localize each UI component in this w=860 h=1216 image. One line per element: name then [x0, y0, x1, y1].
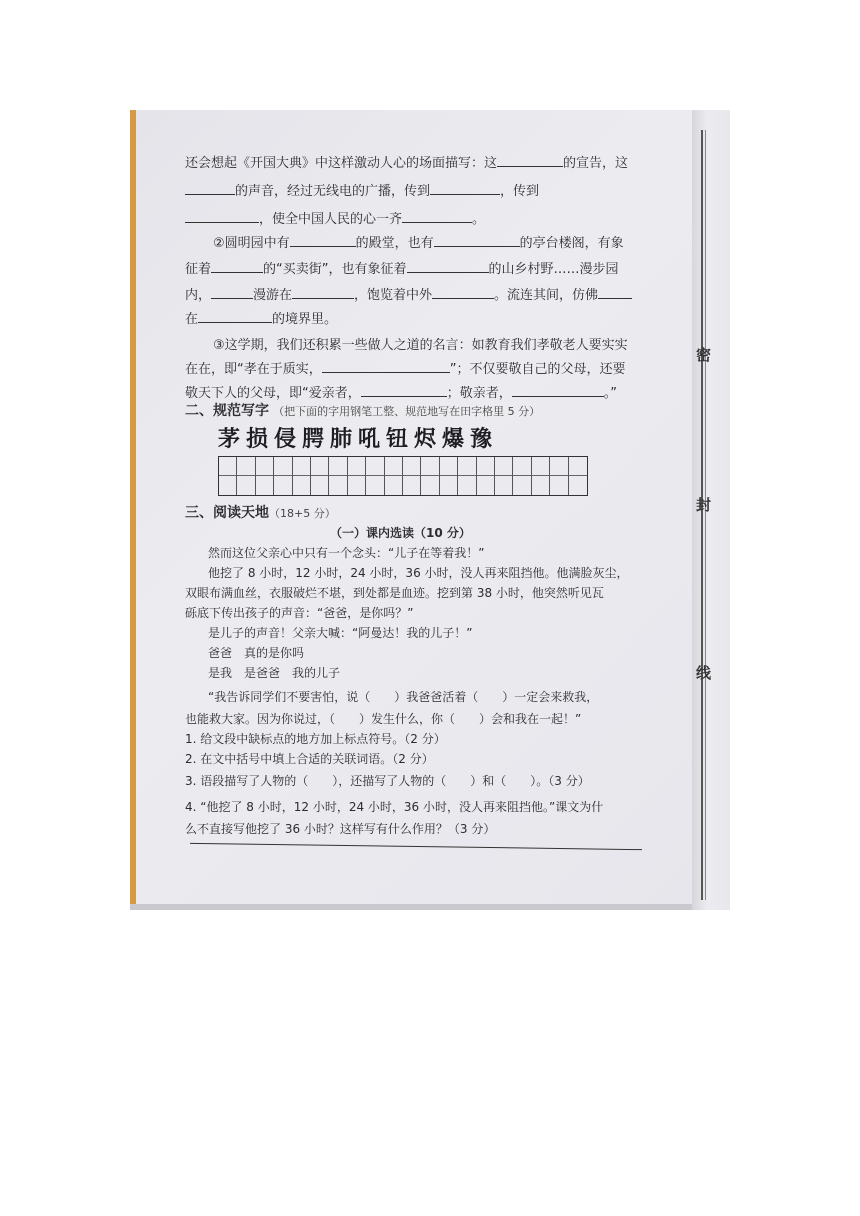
blank[interactable] [430, 182, 500, 195]
question-4-cont: 么不直接写他挖了 36 小时？这样写有什么作用？（3 分） [185, 822, 496, 836]
text: 征着 [185, 262, 212, 277]
grid-column [477, 457, 495, 495]
grid-column [440, 457, 458, 495]
sub-title: （一）课内选读（10 分） [330, 526, 471, 540]
passage-line: 是我 是爸爸 我的儿子 [208, 666, 341, 680]
text: 。 [472, 212, 486, 227]
section3-title: 三、阅读天地 [185, 505, 269, 521]
blank[interactable] [497, 154, 563, 167]
passage-line: 砾底下传出孩子的声音：“爸爸，是你吗？” [185, 606, 414, 620]
blank[interactable] [598, 286, 632, 299]
text: 的宣告，这 [563, 156, 629, 171]
text: 的亭台楼阁，有象 [519, 236, 624, 251]
blank[interactable] [432, 286, 494, 299]
question-2: 2. 在文中括号中填上合适的关联词语。（2 分） [185, 752, 434, 766]
text: ，传到 [500, 184, 540, 199]
text: ②圆明园中有 [213, 236, 290, 251]
fill-line-4 [213, 232, 624, 251]
grid-column [532, 457, 550, 495]
text: 的境界里。 [272, 312, 338, 327]
grid-column [385, 457, 403, 495]
grid-column [274, 457, 292, 495]
text: ，饱览着中外 [354, 288, 433, 303]
grid-column [421, 457, 439, 495]
text: 。流连其间，仿佛 [494, 288, 599, 303]
blank[interactable] [185, 210, 259, 223]
blank[interactable] [185, 182, 235, 195]
blank[interactable] [322, 360, 450, 373]
fill-line-8 [213, 334, 628, 353]
text: 的声音，经过无线电的广播，传到 [235, 184, 431, 199]
question-1: 1. 给文段中缺标点的地方加上标点符号。（2 分） [185, 732, 446, 746]
passage-line: 然而这位父亲心中只有一个念头：“儿子在等着我！” [208, 546, 485, 560]
seal-line-inner [705, 130, 706, 900]
text: 的殿堂，也有 [355, 236, 434, 251]
grid-column [293, 457, 311, 495]
text: 的山乡村野……漫步园 [488, 262, 619, 277]
grid-column [329, 457, 347, 495]
blank[interactable] [407, 260, 489, 273]
grid-column [311, 457, 329, 495]
text: ；敬亲者， [446, 386, 512, 401]
passage-line: 爸爸 真的是你吗 [208, 646, 305, 660]
blank[interactable] [211, 260, 263, 273]
grid-column [256, 457, 274, 495]
question-3: 3. 语段描写了人物的（ ），还描写了人物的（ ）和（ ）。（3 分） [185, 774, 590, 788]
text: 敬天下人的父母，即“爱亲者， [185, 386, 361, 401]
answer-line[interactable] [190, 843, 642, 850]
blank[interactable] [292, 286, 354, 299]
text: ，使全中国人民的心一齐 [259, 212, 403, 227]
grid-column [495, 457, 513, 495]
text: 。” [603, 386, 618, 401]
passage-line: 也能救大家。因为你说过，（ ）发生什么，你（ ）会和我在一起！” [185, 712, 582, 726]
fill-line-9 [185, 358, 626, 377]
seal-char-xian: 线 [696, 664, 712, 682]
fill-line-3 [185, 208, 485, 227]
text: 的“买卖街”，也有象征着 [263, 262, 407, 277]
grid-column [550, 457, 568, 495]
grid-column [237, 457, 255, 495]
fill-line-2 [185, 180, 539, 199]
blank[interactable] [434, 234, 520, 247]
paper-edge [130, 110, 136, 910]
blank[interactable] [402, 210, 472, 223]
grid-column [219, 457, 237, 495]
question-4: 4. “他挖了 8 小时，12 小时，24 小时，36 小时，没人再来阻挡他。”课文为什 [185, 800, 604, 814]
section3-heading [185, 502, 336, 522]
fill-line-6 [185, 284, 632, 303]
fill-line-5 [185, 258, 619, 277]
grid-column [366, 457, 384, 495]
blank[interactable] [512, 384, 604, 397]
text: 在 [185, 312, 199, 327]
blank[interactable] [290, 234, 356, 247]
paper-edge-bottom [130, 904, 730, 910]
practice-characters: 茅损侵腭肺吼钮烬爆豫 [218, 426, 499, 452]
passage-line: 是儿子的声音！父亲大喊：“阿曼达！我的儿子！” [208, 626, 473, 640]
blank[interactable] [211, 286, 253, 299]
text: 还会想起《开国大典》中这样激动人心的场面描写：这 [185, 156, 498, 171]
seal-char-feng: 封 [696, 496, 712, 514]
grid-column [348, 457, 366, 495]
text: ”；不仅要敬自己的父母，还要 [449, 362, 626, 377]
section3-score: （18+5 分） [269, 507, 336, 520]
grid-column [513, 457, 531, 495]
fill-line-7 [185, 308, 337, 327]
seal-line [701, 130, 703, 900]
text: 漫游在 [253, 288, 293, 303]
tianzi-grid[interactable] [218, 456, 588, 496]
text: 内， [185, 288, 212, 303]
section2-title: 二、规范写字 [185, 403, 269, 419]
passage-line: 双眼布满血丝，衣服破烂不堪，到处都是血迹。挖到第 38 小时，他突然听见瓦 [185, 586, 604, 600]
exam-photo [130, 110, 730, 910]
passage-line: “我告诉同学们不要害怕，说（ ）我爸爸活着（ ）一定会来救我， [208, 690, 599, 704]
fill-line-10 [185, 382, 617, 401]
section2-heading [185, 400, 540, 420]
grid-column [458, 457, 476, 495]
passage-line: 他挖了 8 小时，12 小时，24 小时，36 小时，没人再来阻挡他。他满脸灰尘， [208, 566, 629, 580]
section2-note: （把下面的字用钢笔工整、规范地写在田字格里 5 分） [273, 405, 541, 418]
grid-column [403, 457, 421, 495]
fill-line-1 [185, 152, 628, 171]
blank[interactable] [361, 384, 447, 397]
text: 在在，即“孝在于质实， [185, 362, 322, 377]
seal-char-mi: 密 [696, 346, 712, 364]
blank[interactable] [198, 310, 272, 323]
text: ③这学期，我们还积累一些做人之道的名言：如教育我们孝敬老人要实实 [213, 338, 628, 353]
